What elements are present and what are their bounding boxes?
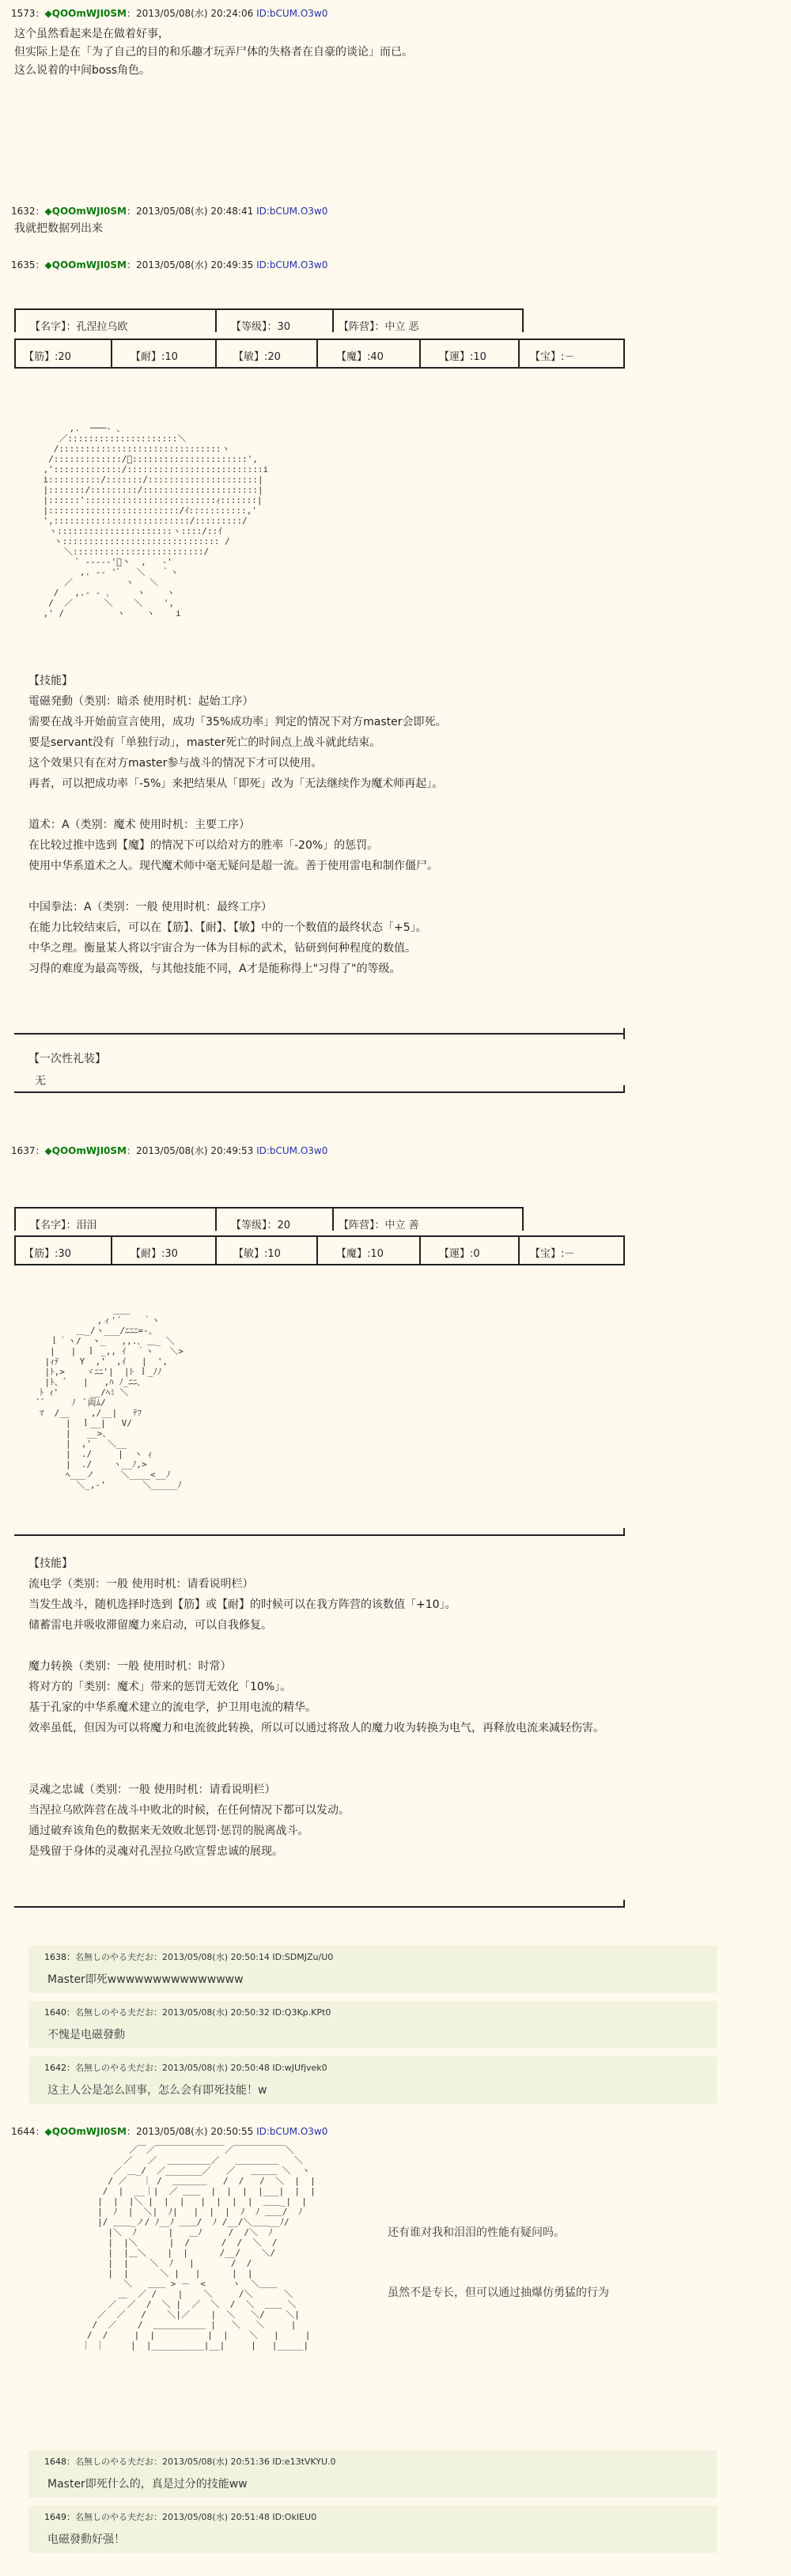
table-tick (332, 1207, 334, 1231)
reply-number[interactable]: 1648： (44, 2457, 75, 2467)
reply-id[interactable]: ID:e13tVKYU.0 (272, 2457, 336, 2467)
reply-post (28, 2506, 717, 2553)
skill-line: 储蓄雷电并吸收滞留魔力来启动，可以自我修复。 (28, 1619, 272, 1632)
item-value: 无 (35, 1075, 46, 1088)
poster-id[interactable]: ID:bCUM.O3w0 (256, 8, 328, 19)
skill-line: 当发生战斗，随机选择时选到【筋】或【耐】的时候可以在我方阵营的该数值「+10」。 (28, 1598, 456, 1611)
reply-date: ：2013/05/08(水) 20:51:36 (153, 2457, 270, 2467)
skill-line: 通过破弃该角色的数据来无效败北惩罚·惩罚的脱离战斗。 (28, 1825, 309, 1837)
skill-line: 在比较过推中选到【魔】的情况下可以给对方的胜率「-20%」的惩罚。 (28, 839, 379, 852)
section-tick (623, 1900, 625, 1908)
char2-skills (28, 1555, 604, 1863)
skill-line: 效率虽低，但因为可以将魔力和电流彼此转换，所以可以通过将敌人的魔力收为转换为电气，再释放电流来减轻伤害。 (28, 1722, 604, 1734)
skill-line (28, 878, 446, 898)
skill-line: 在能力比较结束后，可以在【筋】、【耐】、【敏】中的一个数值的最终状态「+5」。 (28, 921, 427, 934)
stat-str: 【筋】:30 (24, 1248, 71, 1260)
table-tick (419, 339, 421, 367)
reply-body: Master即死wwwwwwwwwwwwwww (47, 1973, 244, 1986)
poster-id[interactable]: ID:bCUM.O3w0 (256, 2126, 328, 2137)
section-tick (623, 1528, 625, 1536)
table-tick (623, 339, 625, 367)
reply-number[interactable]: 1640： (44, 2007, 75, 2018)
poster-id[interactable]: ID:bCUM.O3w0 (256, 206, 328, 217)
skill-line: 中国拳法：A（类别：一般 使用时机：最终工序） (28, 901, 273, 914)
reply-header (28, 2001, 717, 2018)
side-text: 还有谁对我和泪泪的性能有疑问吗。 (388, 2226, 565, 2239)
skill-line: 习得的难度为最高等级，与其他技能不同，A才是能称得上"习得了"的等级。 (28, 963, 401, 975)
char-level: 【等级】：20 (231, 1220, 291, 1231)
skill-line: 基于孔家的中华系魔术建立的流电学，护卫用电流的精华。 (28, 1701, 316, 1714)
skill-line: 中华之理。衡量某人将以宇宙合为一体为目标的武术，钻研到何种程度的数值。 (28, 942, 416, 955)
skills-title: 【技能】 (28, 1557, 73, 1570)
skill-line: 当涅拉乌欧阵营在战斗中败北的时候，在任何情况下都可以发动。 (28, 1804, 350, 1817)
table-tick (316, 339, 318, 367)
poster-name: ◆QOOmWJI0SM (44, 8, 127, 19)
post-header-1573 (11, 6, 327, 20)
post-date: ：2013/05/08(水) 20:49:53 (126, 1145, 254, 1156)
stat-mag: 【魔】:10 (336, 1248, 384, 1260)
stat-agi: 【敏】:20 (233, 351, 281, 363)
table-tick (518, 339, 520, 367)
char-level: 【等级】：30 (231, 321, 291, 333)
table-rule (14, 1207, 524, 1209)
reply-header (28, 1946, 717, 1963)
reply-number[interactable]: 1638： (44, 1952, 75, 1962)
table-tick (518, 1235, 520, 1264)
reply-id[interactable]: ID:wJUfjvek0 (272, 2063, 327, 2073)
side-text: 虽然不是专长，但可以通过抽爆仿勇猛的行为 (388, 2287, 609, 2299)
table-rule (14, 339, 625, 340)
reply-number[interactable]: 1649： (44, 2512, 75, 2522)
skill-line: 这个效果只有在对方master参与战斗的情况下才可以使用。 (28, 757, 323, 770)
reply-header (28, 2056, 717, 2074)
reply-header (28, 2506, 717, 2523)
skill-line: 将对方的「类别：魔术」带来的惩罚无效化「10%」。 (28, 1681, 292, 1693)
skill-line: 需要在战斗开始前宣言使用，成功「35%成功率」判定的情况下对方master会即死。 (28, 716, 447, 728)
reply-number[interactable]: 1642： (44, 2063, 75, 2073)
stat-end: 【耐】:10 (131, 351, 178, 363)
reply-body: Master即死什么的，真是过分的技能ww (47, 2478, 248, 2491)
post-header-1644 (11, 2124, 327, 2138)
reply-body: 这主人公是怎么回事，怎么会有即死技能！w (47, 2084, 267, 2097)
stat-mag: 【魔】:40 (336, 351, 384, 363)
char-camp: 【阵营】：中立 善 (339, 1220, 419, 1231)
table-tick (14, 1207, 16, 1231)
char2-ascii-art: ＿＿ ,ィ'´ ｀ヽ ＿_/ヽ___/ﾆﾆﾆ=-、 ｌ｀ヽ/ ヽ_ ,,.､ ＿_ ＼ | | ｌ _,, ｲ ｀ヽ ＼> |ｨﾃ Y ,' ,ｲ | ', |ﾄ,> ヾﾆﾆ'| |ﾄ ｌ_ﾉﾉ |ﾄ、ﾞ | ,ﾊ ﾉ_ﾆﾆ､ ﾄ ｨ' __/ﾍﾐ ＼ ﾞﾞ ﾉ ﾞ両ﾑ/ ﾏ /__ ,/__| ﾃﾌ | ｌ__| V/ | __>、 | ,' ＼__ | ./ | ヽ ｨ | ./ ヽ__ﾉ,> ﾍ___ノ ＼____<__ﾉ ＼_,-' ＼_____ﾉ (34, 1305, 184, 1490)
section-rule (14, 1906, 625, 1908)
post-header-1632 (11, 204, 327, 218)
stat-str: 【筋】:20 (24, 351, 71, 363)
post-number[interactable]: 1644： (11, 2126, 45, 2137)
table-tick (522, 1207, 524, 1231)
p1644-ascii-art: ／￣／￣￣￣￣￣￣￣￣／￣￣￣￣￣￣＼ ／ ／ ＿＿＿＿＿／ ＿＿＿＿＿ ＼ ／ ＿_/ ／_______／ ／ ＿＿＿ ＼ ヽ / ／ ｜ / ＿＿＿＿ / / / ＼ | | / | __｜| ／ ＿＿ | | | |___| | | | | |＼ | | | | | | | ＿＿_| | | ﾉ | ＼| ﾉ| | | | ﾉ ﾉ ＿＿/ ﾉ |/ ＿＿_ノ/ ﾉ__ﾉ ＿＿/ ﾉ /__/＼＿＿__ﾉ/ |＼ ﾉ | ＿ﾉ / /＼ ﾉ | |＼ | / / / ＼ / | |＿＼ | | /__/ ＼/ | | ＼ ﾉ | / / | | ＼ | | | | ＼ ＿＿ > － < ヽ ＼＿＿ ＿ ／ / | ＼ /＼ ＼ ／ ／ / ＼ | ／ ＼ / ＼ ＿＿ ＼ ／ ／ / ＼|／ | ＼ ＼/ ＼| / ／ / ＿＿＿＿＿＿ | ＼ ＼ | / / | | | | ＼ | | ｜ ｜ | |__________|__| | |_____| (81, 2145, 316, 2351)
table-rule (14, 1235, 625, 1237)
post-number[interactable]: 1637： (11, 1145, 45, 1156)
char-name: 【名字】：孔涅拉乌欧 (30, 321, 128, 333)
post-body-1632: 我就把数据列出来 (14, 222, 103, 235)
table-tick (623, 1235, 625, 1264)
skill-line: 魔力转换（类别：一般 使用时机：时常） (28, 1660, 232, 1673)
skill-line (28, 1740, 604, 1761)
table-tick (522, 308, 524, 332)
post-header-1637 (11, 1144, 327, 1157)
poster-name: ◆QOOmWJI0SM (44, 259, 127, 270)
poster-name: ◆QOOmWJI0SM (44, 1145, 127, 1156)
reply-post (28, 2001, 717, 2048)
table-rule (14, 367, 625, 369)
table-rule (14, 1264, 625, 1265)
skill-line: 使用中华系道术之人。现代魔术师中毫无疑问是超一流。善于使用雷电和制作僵尸。 (28, 860, 438, 872)
reply-date: ：2013/05/08(水) 20:50:14 (153, 1952, 270, 1962)
post-number[interactable]: 1573： (11, 8, 45, 19)
reply-id[interactable]: ID:OkIEU0 (272, 2512, 317, 2522)
skill-line: 是残留于身体的灵魂对孔涅拉乌欧宣誓忠诚的展现。 (28, 1845, 283, 1858)
post-date: ：2013/05/08(水) 20:48:41 (126, 206, 254, 217)
post-date: ：2013/05/08(水) 20:24:06 (126, 8, 254, 19)
post-date: ：2013/05/08(水) 20:50:55 (126, 2126, 254, 2137)
reply-id[interactable]: ID:Q3Kp.KPt0 (272, 2007, 331, 2018)
reply-body: 电磁發動好强！ (47, 2533, 125, 2546)
stat-luk: 【運】:0 (439, 1248, 480, 1260)
poster-id[interactable]: ID:bCUM.O3w0 (256, 259, 328, 270)
table-tick (332, 308, 334, 332)
reply-body: 不愧是电磁發動 (47, 2029, 125, 2041)
item-tick (623, 1028, 625, 1039)
post-header-1635 (11, 258, 327, 271)
stat-luk: 【運】:10 (439, 351, 486, 363)
stat-np: 【宝】:－ (530, 1248, 575, 1260)
poster-id[interactable]: ID:bCUM.O3w0 (256, 1145, 328, 1156)
table-tick (111, 1235, 112, 1264)
post-number[interactable]: 1635： (11, 259, 45, 270)
reply-date: ：2013/05/08(水) 20:50:48 (153, 2063, 270, 2073)
reply-name: 名無しのやる夫だお (75, 2063, 153, 2073)
reply-name: 名無しのやる夫だお (75, 2007, 153, 2018)
reply-date: ：2013/05/08(水) 20:51:48 (153, 2512, 270, 2522)
skill-line: 電磁発動（类别：暗杀 使用时机：起始工序） (28, 695, 254, 708)
char-name: 【名字】：泪泪 (30, 1220, 97, 1231)
table-tick (14, 339, 16, 367)
skill-line: 灵魂之忠诚（类别：一般 使用时机：请看说明栏） (28, 1784, 276, 1796)
reply-name: 名無しのやる夫だお (75, 2457, 153, 2467)
reply-header (28, 2450, 717, 2468)
char1-skills (28, 672, 446, 981)
reply-post (28, 1946, 717, 1993)
stat-end: 【耐】:30 (131, 1248, 178, 1260)
char-camp: 【阵营】：中立 恶 (339, 321, 419, 333)
reply-name: 名無しのやる夫だお (75, 2512, 153, 2522)
table-tick (419, 1235, 421, 1264)
item-rule (14, 1033, 625, 1035)
reply-post (28, 2450, 717, 2498)
reply-id[interactable]: ID:SDMJZu/U0 (272, 1952, 334, 1962)
skill-line: 道术：A（类别：魔术 使用时机：主要工序） (28, 819, 251, 831)
skill-line: 再者，可以把成功率「-5%」来把结果从「即死」改为「无法继续作为魔术师再起」。 (28, 777, 444, 790)
section-rule (14, 1534, 625, 1536)
post-date: ：2013/05/08(水) 20:49:35 (126, 259, 254, 270)
reply-name: 名無しのやる夫だお (75, 1952, 153, 1962)
item-title: 【一次性礼装】 (28, 1053, 106, 1065)
item-rule (14, 1091, 625, 1093)
table-tick (215, 339, 217, 367)
item-tick (623, 1085, 625, 1093)
post-line: 这个虽然看起来是在做着好事， (14, 28, 169, 40)
skill-line: 流电学（类别：一般 使用时机：请看说明栏） (28, 1578, 254, 1591)
table-tick (14, 308, 16, 332)
poster-name: ◆QOOmWJI0SM (44, 2126, 127, 2137)
table-tick (111, 339, 112, 367)
reply-post (28, 2056, 717, 2104)
skill-line (28, 1637, 604, 1658)
table-tick (215, 1235, 217, 1264)
table-tick (215, 308, 217, 332)
post-number[interactable]: 1632： (11, 206, 45, 217)
reply-date: ：2013/05/08(水) 20:50:32 (153, 2007, 270, 2018)
table-tick (14, 1235, 16, 1264)
poster-name: ◆QOOmWJI0SM (44, 206, 127, 217)
char1-ascii-art: ,. ───- 、 ／:::::::::::::::::::::＼ /:::::::::::::::::::::::::::::::ヽ /:::::::::::::/ﾞ::::::::::::::::::::::', ,':::::::::::::/::::::::::::::::::::::::::i i::::::::::/:::::::/:::::::::::::::::::::| |:::::::/:::::::::/::::::::::::::::::::::| |::::::':::::::::::::::::::::::::ｨ:::::::| |:::::::::::::::::::::::::/ｲ:::::::::::,' ',::::::::::::::::::::::::::/:::::::::/ ヽ::::::::::::::::::::::ヽ::::/::ｲ ヽ:::::::::::::::::::::::::::::: / ＼:::::::::::::::::::::::::/ ` ‐---‐'ﾞ丶 , -' ,. -‐ 'ﾞ ＼ ｀ヽ ／ ヽ ＼ / ,.- ‐ ､ ヽ ヽ / ／ ＼ ＼ ', ,' / ヽ ヽ i (43, 423, 269, 618)
post-line: 但实际上是在「为了自己的目的和乐趣才玩弄尸体的失格者在自豪的谈论」而已。 (14, 46, 413, 59)
table-tick (316, 1235, 318, 1264)
stat-np: 【宝】:－ (530, 351, 575, 363)
skills-title: 【技能】 (28, 675, 73, 687)
table-tick (215, 1207, 217, 1231)
post-line: 这么说着的中间boss角色。 (14, 64, 151, 77)
skill-line (28, 1761, 604, 1781)
skill-line (28, 796, 446, 816)
table-rule (14, 308, 524, 310)
skill-line: 要是servant没有「单独行动」，master死亡的时间点上战斗就此结束。 (28, 736, 381, 749)
post-body-1573 (14, 25, 413, 80)
stat-agi: 【敏】:10 (233, 1248, 281, 1260)
